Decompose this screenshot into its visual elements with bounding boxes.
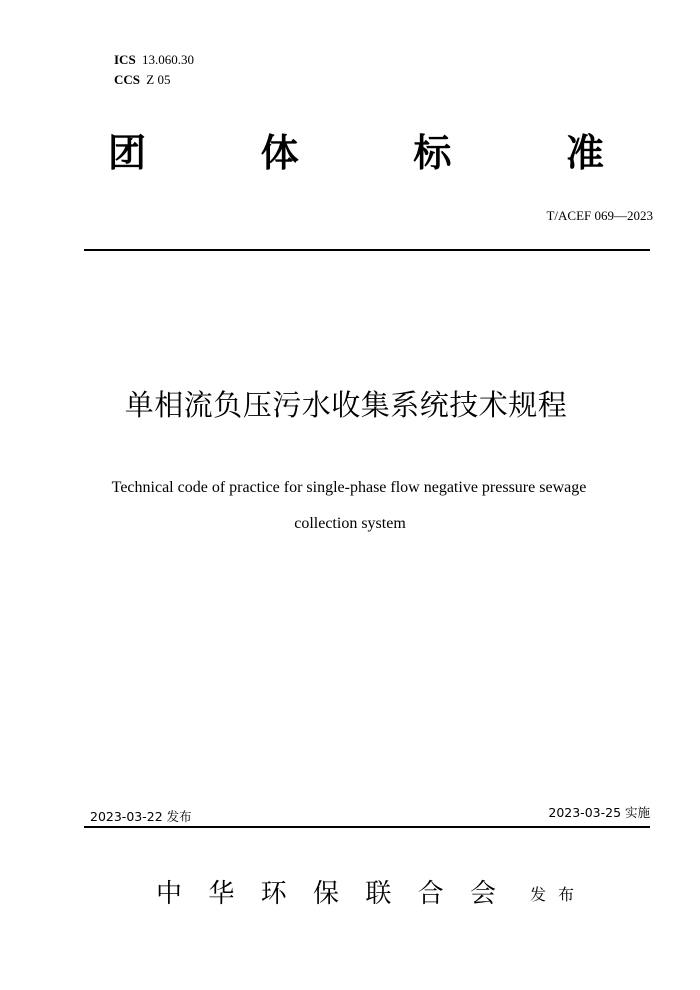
standard-type-char: 体 [260, 131, 299, 175]
ccs-code: Z 05 [146, 72, 171, 87]
title-english-line2: collection system [294, 515, 406, 532]
title-chinese [0, 386, 700, 424]
issuer-suffix-char: 布 [557, 885, 574, 904]
issuer-char: 会 [469, 879, 496, 909]
standard-type-char: 标 [413, 131, 452, 175]
ics-code: 13.060.30 [141, 52, 194, 67]
header-divider [84, 249, 650, 251]
issuer-char: 中 [156, 879, 183, 909]
issuer-name [156, 876, 496, 912]
issuer-char: 保 [312, 879, 339, 909]
title-chinese-text: 单相流负压污水收集系统技术规程 [124, 388, 568, 422]
standard-type-char: 准 [565, 131, 604, 175]
standard-number: T/ACEF 069—2023 [546, 208, 653, 223]
publish-date: 2023-03-22 发布 [90, 809, 192, 824]
standard-type-char: 团 [108, 131, 147, 175]
ccs-label: CCS [114, 72, 141, 87]
ics-classification [114, 52, 194, 68]
title-english-line1 [0, 478, 700, 498]
issuer-char: 合 [417, 879, 444, 909]
ccs-classification [114, 72, 170, 88]
issuer-char: 环 [260, 879, 287, 909]
effective-date: 2023-03-25 实施 [548, 805, 650, 820]
issuer-char: 华 [208, 879, 235, 909]
issuer-suffix-char: 发 [530, 885, 547, 904]
title-english-line1-text: Technical code of practice for single-phase flow negative pressure sewage [111, 479, 587, 496]
footer-divider [84, 826, 650, 828]
issuer-suffix [530, 884, 574, 906]
issuer-char: 联 [365, 879, 392, 909]
ics-label: ICS [114, 52, 136, 67]
standard-type-heading [108, 130, 604, 176]
